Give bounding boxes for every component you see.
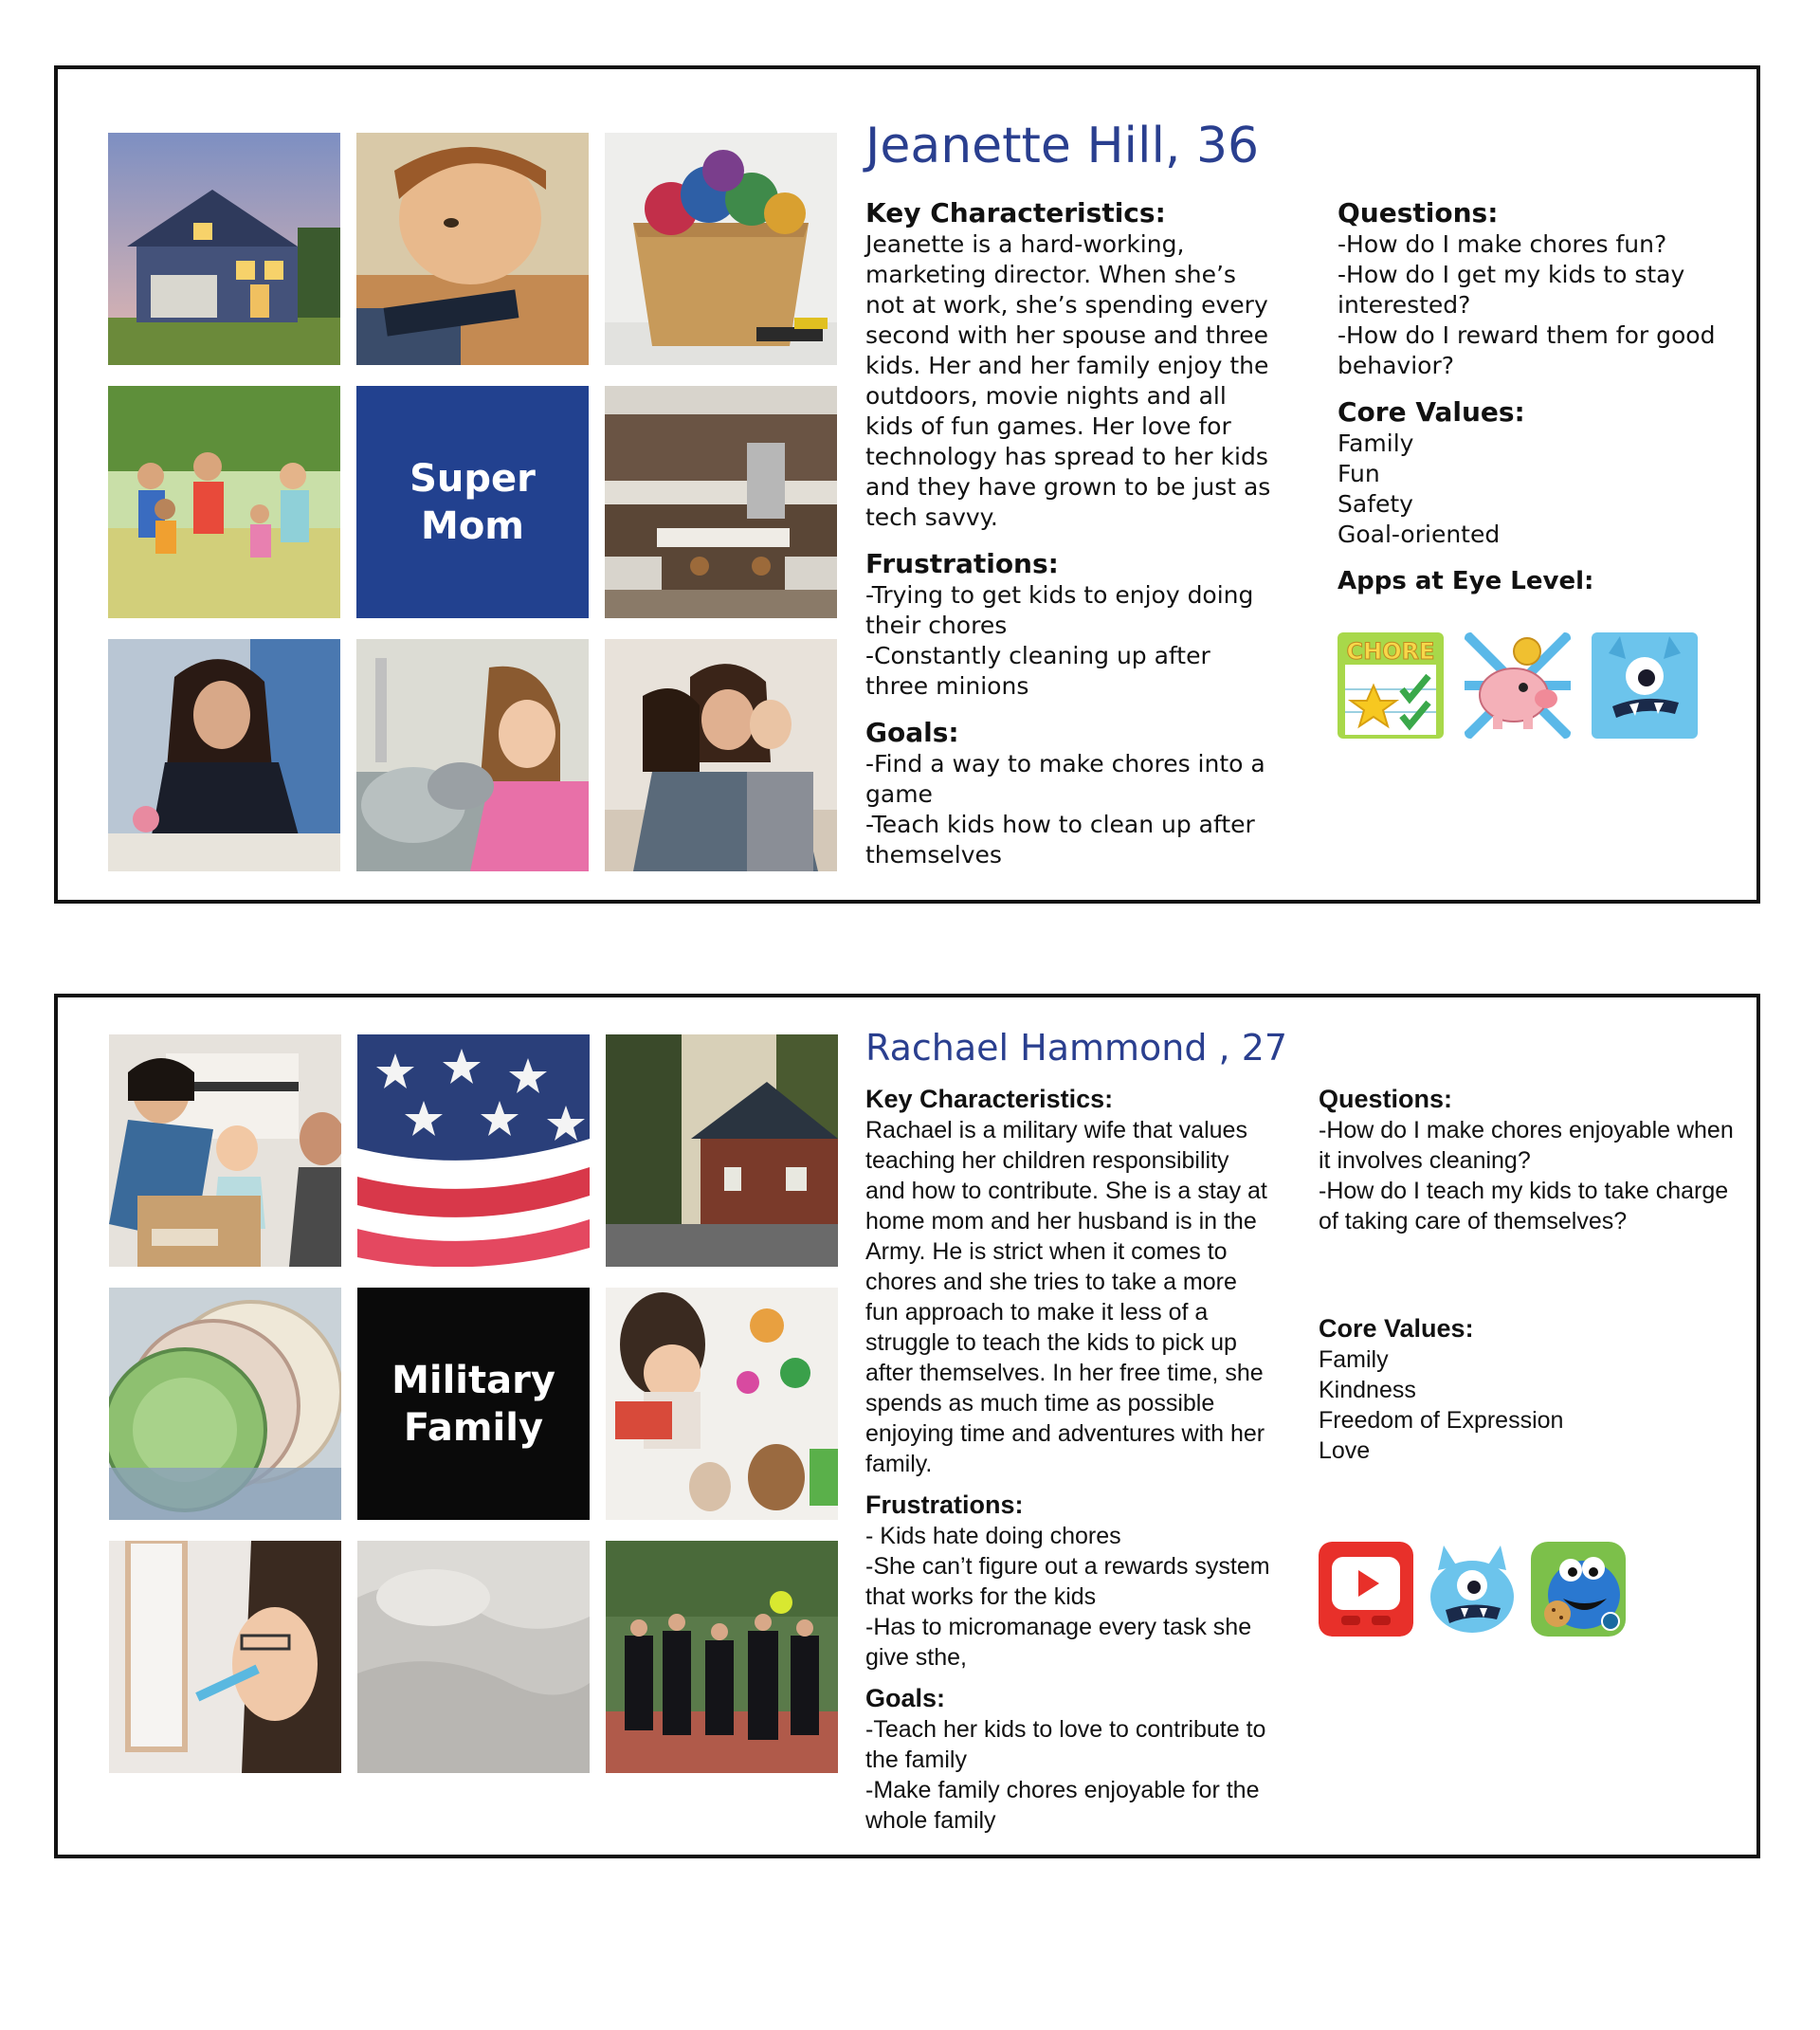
question-item: -How do I teach my kids to take charge of taking care of themselves? (1319, 1178, 1729, 1234)
core-values-heading: Core Values: (1319, 1314, 1474, 1343)
frustration-item: - Kids hate doing chores (865, 1523, 1121, 1549)
persona-label: Super Mom (410, 456, 536, 548)
apps-row (1319, 1542, 1626, 1637)
laundry-basket-photo (605, 133, 837, 365)
persona-left-column (865, 197, 1273, 886)
goal-item: -Teach her kids to love to contribute to the family (865, 1716, 1266, 1773)
key-characteristics-text: Rachael is a military wife that values teaching her children responsibility and how to contribute. She is a stay at home mom and her husband is in the Army. He is strict when it comes to chores and she tries to take a more fun approach to make it less of a struggle to teach the kids to pick up after themselves. In her free time, she spends as much time as possible enjoying time and adventures with her family. (865, 1117, 1267, 1477)
core-value-item: Freedom of Expression (1319, 1407, 1564, 1434)
frustration-item: -Trying to get kids to enjoy doing their chores (865, 581, 1254, 639)
frustrations-heading: Frustrations: (865, 1490, 1024, 1519)
blue-monster-app-icon[interactable] (1592, 632, 1698, 739)
key-characteristics-heading: Key Characteristics: (865, 197, 1166, 229)
boy-tablet-photo (356, 133, 589, 365)
core-value-item: Fun (1338, 460, 1380, 487)
frustration-item: -She can’t figure out a rewards system that works for the kids (865, 1553, 1270, 1610)
core-value-item: Love (1319, 1437, 1371, 1464)
persona-right-column (1338, 197, 1736, 613)
core-value-item: Kindness (1319, 1377, 1416, 1403)
persona-label: Military Family (391, 1358, 555, 1450)
persona-name: Rachael Hammond , 27 (865, 1027, 1288, 1069)
persona-left-column (865, 1083, 1273, 1851)
question-item: -How do I reward them for good behavior? (1338, 321, 1716, 379)
house-photo (108, 133, 340, 365)
persona-label-tile (356, 386, 589, 618)
chore-logo-text: CHORE (1346, 638, 1435, 665)
kitchen-photo (605, 386, 837, 618)
persona-label-tile (357, 1288, 590, 1520)
core-value-item: Family (1319, 1346, 1389, 1373)
working-mom-photo (108, 639, 340, 871)
blue-monster-app-icon[interactable] (1425, 1542, 1520, 1637)
girl-dishes-photo (356, 639, 589, 871)
key-characteristics-text: Jeanette is a hard-working, marketing director. When she’s not at work, she’s spending every second with her spouse and three kids. Her and her family enjoy the outdoors, movie nights and all kids of fun games. Her love for technology has spread to her kids and they have grown to be just as tech savvy. (865, 230, 1271, 531)
plates-photo (109, 1288, 341, 1520)
kids-running-photo (108, 386, 340, 618)
girl-brushing-teeth-photo (109, 1541, 341, 1773)
family-box-photo (109, 1034, 341, 1267)
frustration-item: -Constantly cleaning up after three minions (865, 642, 1210, 700)
american-flag-photo (357, 1034, 590, 1267)
messy-bed-photo (357, 1541, 590, 1773)
key-characteristics-heading: Key Characteristics: (865, 1085, 1114, 1113)
persona-card-jeanette (54, 65, 1760, 904)
questions-heading: Questions: (1319, 1085, 1453, 1113)
core-values-heading: Core Values: (1338, 396, 1525, 428)
question-item: -How do I get my kids to stay interested? (1338, 261, 1685, 319)
frustrations-heading: Frustrations: (865, 548, 1059, 579)
mom-kids-hug-photo (605, 639, 837, 871)
apps-heading: Apps at Eye Level: (1338, 567, 1594, 595)
apps-row (1338, 632, 1698, 739)
questions-heading: Questions: (1338, 197, 1499, 229)
piggy-bank-app-icon[interactable] (1465, 632, 1571, 739)
goal-item: -Teach kids how to clean up after themselves (865, 811, 1255, 869)
goal-item: -Make family chores enjoyable for the whole family (865, 1777, 1260, 1834)
frustration-item: -Has to micromanage every task she give sthe, (865, 1614, 1252, 1671)
cookie-monster-app-icon[interactable] (1531, 1542, 1626, 1637)
chore-app-icon[interactable] (1338, 632, 1444, 739)
core-value-item: Family (1338, 430, 1414, 457)
goals-heading: Goals: (865, 717, 959, 748)
youtube-kids-app-icon[interactable] (1319, 1542, 1413, 1637)
persona-card-rachael (54, 994, 1760, 1858)
persona-right-column (1319, 1083, 1736, 1481)
question-item: -How do I make chores enjoyable when it involves cleaning? (1319, 1117, 1734, 1174)
core-value-item: Safety (1338, 490, 1413, 518)
toddler-toys-photo (606, 1288, 838, 1520)
goals-heading: Goals: (865, 1684, 946, 1712)
goal-item: -Find a way to make chores into a game (865, 750, 1265, 808)
soldiers-march-photo (606, 1541, 838, 1773)
house-trees-photo (606, 1034, 838, 1267)
core-value-item: Goal-oriented (1338, 521, 1501, 548)
persona-name: Jeanette Hill, 36 (865, 118, 1260, 174)
question-item: -How do I make chores fun? (1338, 230, 1667, 258)
